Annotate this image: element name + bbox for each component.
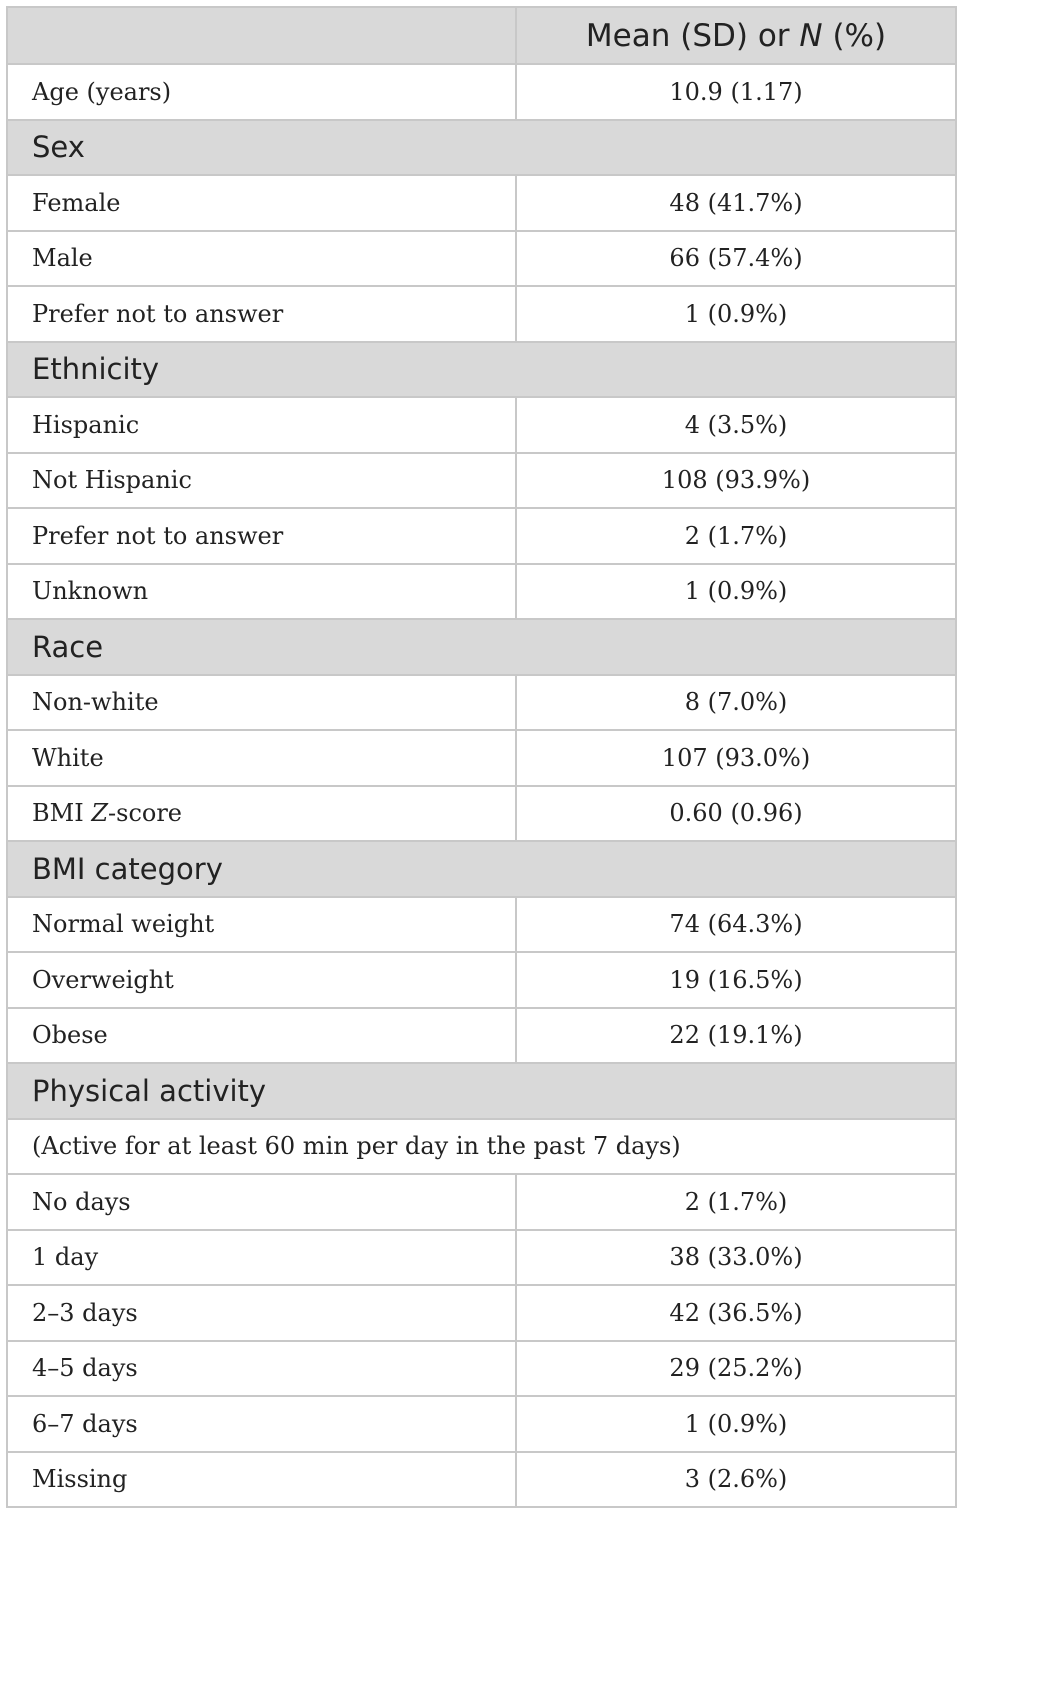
row-value-sex-prefer-not: 1 (0.9%) — [516, 286, 956, 342]
row-value-hispanic: 4 (3.5%) — [516, 397, 956, 453]
section-label-bmi-category: BMI category — [7, 841, 956, 897]
section-row-bmi-category — [7, 841, 956, 897]
section-label-physical-activity: Physical activity — [7, 1063, 956, 1119]
row-value-unknown: 1 (0.9%) — [516, 564, 956, 620]
row-label-6-7-days: 6–7 days — [7, 1396, 516, 1452]
table-row — [7, 1230, 956, 1286]
row-value-eth-prefer-not: 2 (1.7%) — [516, 508, 956, 564]
table-row — [7, 397, 956, 453]
table-row — [7, 286, 956, 342]
section-label-ethnicity: Ethnicity — [7, 342, 956, 398]
table-row — [7, 231, 956, 287]
table-row — [7, 175, 956, 231]
row-label-non-white: Non-white — [7, 675, 516, 731]
bmi-z-pre: BMI — [32, 799, 92, 828]
bmi-z-post: -score — [108, 799, 183, 828]
row-label-not-hispanic: Not Hispanic — [7, 453, 516, 509]
table-row — [7, 1452, 956, 1508]
section-label-sex: Sex — [7, 120, 956, 176]
row-value-age: 10.9 (1.17) — [516, 64, 956, 120]
section-label-race: Race — [7, 619, 956, 675]
row-label-1-day: 1 day — [7, 1230, 516, 1286]
row-label-eth-prefer-not: Prefer not to answer — [7, 508, 516, 564]
row-label-normal-weight: Normal weight — [7, 897, 516, 953]
note-row-physical-activity — [7, 1119, 956, 1175]
header-col2-italic: N — [799, 17, 823, 54]
section-row-sex — [7, 120, 956, 176]
row-value-not-hispanic: 108 (93.9%) — [516, 453, 956, 509]
table-header-row — [7, 7, 956, 64]
table-row — [7, 453, 956, 509]
table-row — [7, 1341, 956, 1397]
table-row — [7, 952, 956, 1008]
row-value-non-white: 8 (7.0%) — [516, 675, 956, 731]
table-row — [7, 675, 956, 731]
table-row — [7, 730, 956, 786]
header-col2-post: (%) — [822, 17, 887, 54]
row-value-male: 66 (57.4%) — [516, 231, 956, 287]
table-row — [7, 508, 956, 564]
row-label-female: Female — [7, 175, 516, 231]
physical-activity-note: (Active for at least 60 min per day in the past 7 days) — [7, 1119, 956, 1175]
demographics-table-container — [6, 6, 955, 1508]
row-value-female: 48 (41.7%) — [516, 175, 956, 231]
row-label-age: Age (years) — [7, 64, 516, 120]
table-row — [7, 1396, 956, 1452]
table-row — [7, 1008, 956, 1064]
row-value-normal-weight: 74 (64.3%) — [516, 897, 956, 953]
row-value-missing: 3 (2.6%) — [516, 1452, 956, 1508]
row-value-overweight: 19 (16.5%) — [516, 952, 956, 1008]
row-value-1-day: 38 (33.0%) — [516, 1230, 956, 1286]
table-row — [7, 786, 956, 842]
row-label-sex-prefer-not: Prefer not to answer — [7, 286, 516, 342]
table-row — [7, 897, 956, 953]
row-label-white: White — [7, 730, 516, 786]
row-label-obese: Obese — [7, 1008, 516, 1064]
table-row — [7, 64, 956, 120]
section-row-race — [7, 619, 956, 675]
row-value-2-3-days: 42 (36.5%) — [516, 1285, 956, 1341]
row-value-6-7-days: 1 (0.9%) — [516, 1396, 956, 1452]
row-label-2-3-days: 2–3 days — [7, 1285, 516, 1341]
row-value-bmi-z-score: 0.60 (0.96) — [516, 786, 956, 842]
row-value-no-days: 2 (1.7%) — [516, 1174, 956, 1230]
row-label-missing: Missing — [7, 1452, 516, 1508]
bmi-z-italic: Z — [91, 799, 109, 828]
row-label-hispanic: Hispanic — [7, 397, 516, 453]
row-value-obese: 22 (19.1%) — [516, 1008, 956, 1064]
header-empty-cell — [7, 7, 516, 64]
row-label-no-days: No days — [7, 1174, 516, 1230]
header-mean-sd-n-percent — [516, 7, 956, 64]
row-label-4-5-days: 4–5 days — [7, 1341, 516, 1397]
row-label-male: Male — [7, 231, 516, 287]
section-row-physical-activity — [7, 1063, 956, 1119]
header-col2-pre: Mean (SD) or — [585, 17, 800, 54]
table-row — [7, 1285, 956, 1341]
row-label-unknown: Unknown — [7, 564, 516, 620]
demographics-table — [6, 6, 957, 1508]
table-row — [7, 1174, 956, 1230]
section-row-ethnicity — [7, 342, 956, 398]
row-label-overweight: Overweight — [7, 952, 516, 1008]
row-value-white: 107 (93.0%) — [516, 730, 956, 786]
row-label-bmi-z-score — [7, 786, 516, 842]
row-value-4-5-days: 29 (25.2%) — [516, 1341, 956, 1397]
table-row — [7, 564, 956, 620]
